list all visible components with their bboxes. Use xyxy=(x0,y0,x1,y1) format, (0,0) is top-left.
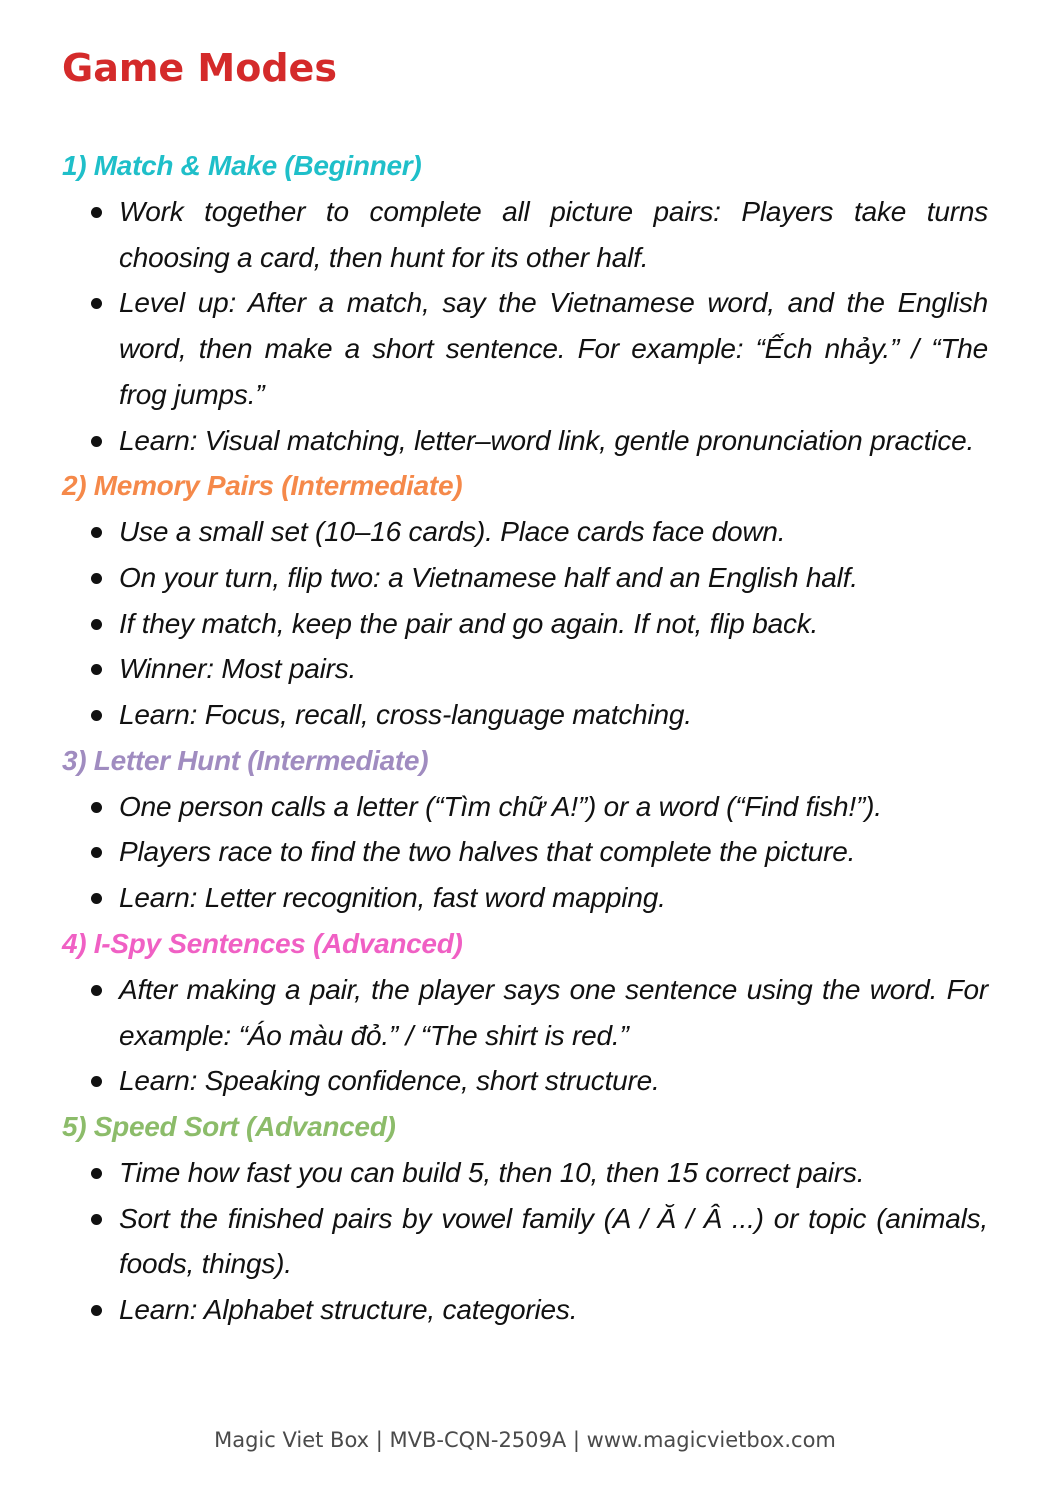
page-footer: Magic Viet Box | MVB-CQN-2509A | www.magicvietbox.com xyxy=(214,1428,836,1452)
bullet-list xyxy=(62,1150,988,1333)
bullet-text: Learn: Visual matching, letter–word link, gentle pronunciation practice. xyxy=(119,424,975,456)
bullet-list xyxy=(62,189,988,463)
bullet-icon xyxy=(91,573,102,584)
bullet-text: If they match, keep the pair and go again. If not, flip back. xyxy=(119,607,819,639)
bullet-text: Learn: Focus, recall, cross-language matching. xyxy=(119,699,692,731)
section-heading: 4) I-Spy Sentences (Advanced) xyxy=(62,927,463,959)
section-heading: 1) Match & Make (Beginner) xyxy=(62,150,422,181)
list-item xyxy=(62,646,988,692)
section-heading: 2) Memory Pairs (Intermediate) xyxy=(62,470,463,502)
section-i-spy-sentences xyxy=(62,921,988,1104)
bullet-text: Learn: Alphabet structure, categories. xyxy=(119,1294,578,1326)
section-heading: 5) Speed Sort (Advanced) xyxy=(62,1110,396,1142)
section-speed-sort xyxy=(62,1104,988,1333)
list-item xyxy=(62,692,988,738)
list-item xyxy=(62,1287,988,1333)
bullet-icon xyxy=(91,436,102,447)
list-item xyxy=(62,784,988,830)
section-match-and-make xyxy=(62,143,988,463)
bullet-icon xyxy=(91,207,102,218)
section-letter-hunt xyxy=(62,738,988,921)
list-item xyxy=(62,418,988,464)
bullet-text: Winner: Most pairs. xyxy=(119,653,357,685)
list-item xyxy=(62,280,988,417)
section-memory-pairs xyxy=(62,463,988,738)
bullet-text: Use a small set (10–16 cards). Place cards face down. xyxy=(119,516,786,548)
list-item xyxy=(62,189,988,280)
bullet-icon xyxy=(91,1168,102,1179)
bullet-icon xyxy=(91,1305,102,1316)
bullet-icon xyxy=(91,619,102,630)
bullet-icon xyxy=(91,664,102,675)
page-title: Game Modes xyxy=(62,46,337,90)
bullet-text: On your turn, flip two: a Vietnamese half and an English half. xyxy=(119,561,858,593)
bullet-icon xyxy=(91,1076,102,1087)
bullet-icon xyxy=(91,1214,102,1225)
list-item xyxy=(62,1150,988,1196)
list-item xyxy=(62,555,988,601)
bullet-text: Learn: Letter recognition, fast word mapping. xyxy=(119,882,666,914)
bullet-text: Work together to complete all picture pairs: Players take turns choosing a card, then hunt for its other half. xyxy=(119,196,988,273)
bullet-list xyxy=(62,784,988,921)
bullet-text: Learn: Speaking confidence, short structure. xyxy=(119,1065,660,1097)
bullet-icon xyxy=(91,985,102,996)
bullet-text: Time how fast you can build 5, then 10, then 15 correct pairs. xyxy=(119,1156,865,1188)
bullet-list xyxy=(62,967,988,1104)
list-item xyxy=(62,509,988,555)
bullet-list xyxy=(62,509,988,738)
bullet-icon xyxy=(91,298,102,309)
bullet-icon xyxy=(91,802,102,813)
bullet-text: Sort the finished pairs by vowel family (A / Ă / Â ...) or topic (animals, foods, things). xyxy=(119,1202,988,1280)
list-item xyxy=(62,875,988,921)
list-item xyxy=(62,1058,988,1104)
bullet-icon xyxy=(91,847,102,858)
game-modes-list xyxy=(62,143,988,1333)
list-item xyxy=(62,1196,988,1287)
bullet-text: Players race to find the two halves that complete the picture. xyxy=(119,836,856,868)
bullet-icon xyxy=(91,893,102,904)
bullet-text: One person calls a letter (“Tìm chữ A!”) or a word (“Find fish!”). xyxy=(119,790,882,822)
list-item xyxy=(62,967,988,1058)
bullet-text: Level up: After a match, say the Vietnamese word, and the English word, then make a short sentence. For example: “Ếch nhảy.” / “The frog jumps.” xyxy=(119,287,988,410)
list-item xyxy=(62,829,988,875)
section-heading: 3) Letter Hunt (Intermediate) xyxy=(62,744,429,776)
bullet-icon xyxy=(91,710,102,721)
bullet-icon xyxy=(91,527,102,538)
bullet-text: After making a pair, the player says one sentence using the word. For example: “Áo màu đỏ.” / “The shirt is red.” xyxy=(119,973,988,1051)
list-item xyxy=(62,601,988,647)
